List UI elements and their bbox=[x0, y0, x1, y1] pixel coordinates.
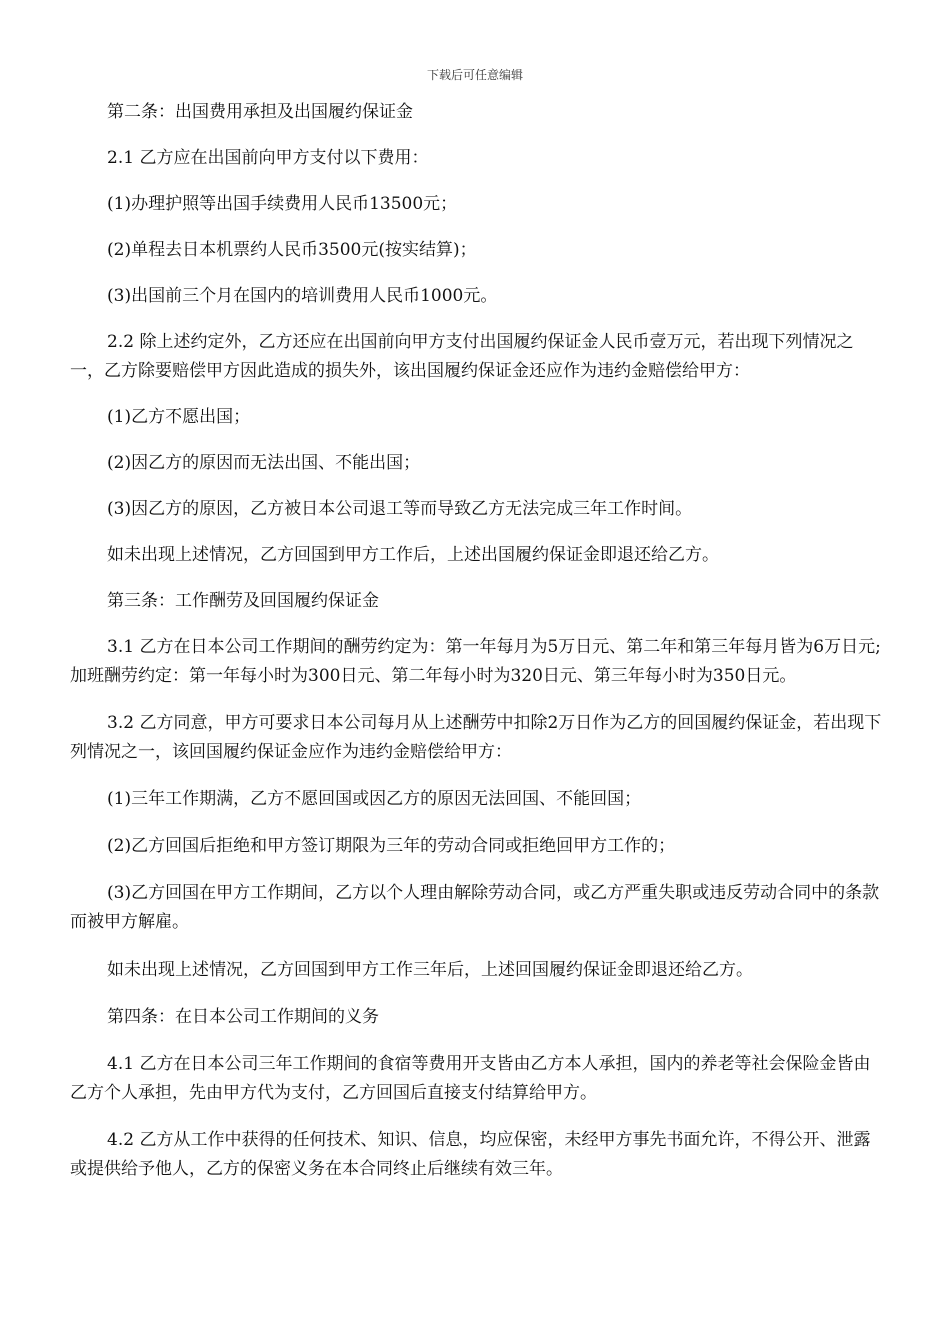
clause-2-1-item-1: (1)办理护照等出国手续费用人民币13500元； bbox=[107, 194, 458, 214]
clause-2-2: 2.2 除上述约定外，乙方还应在出国前向甲方支付出国履约保证金人民币壹万元，若出现下列情况之一，乙方除要赔偿甲方因此造成的损失外，该出国履约保证金还应作为违约金赔偿给甲方： bbox=[70, 332, 854, 381]
article-2-heading: 第二条：出国费用承担及出国履约保证金 bbox=[107, 102, 413, 122]
clause-2-1: 2.1 乙方应在出国前向甲方支付以下费用： bbox=[107, 148, 429, 168]
clause-3-refund: 如未出现上述情况，乙方回国到甲方工作三年后，上述回国履约保证金即退还给乙方。 bbox=[107, 960, 753, 980]
clause-2-1-item-3: (3)出国前三个月在国内的培训费用人民币1000元。 bbox=[107, 286, 498, 306]
clause-3-1: 3.1 乙方在日本公司工作期间的酬劳约定为：第一年每月为5万日元、第二年和第三年每月皆为6万日元;加班酬劳约定：第一年每小时为300日元、第二年每小时为320日元、第三年每小时为350日元。 bbox=[70, 637, 881, 686]
clause-2-2-item-2: (2)因乙方的原因而无法出国、不能出国； bbox=[107, 453, 421, 473]
clause-2-refund: 如未出现上述情况，乙方回国到甲方工作后，上述出国履约保证金即退还给乙方。 bbox=[107, 545, 719, 565]
page-header: 下载后可任意编辑 bbox=[426, 68, 523, 82]
clause-4-2: 4.2 乙方从工作中获得的任何技术、知识、信息，均应保密，未经甲方事先书面允许，不得公开、泄露或提供给予他人，乙方的保密义务在本合同终止后继续有效三年。 bbox=[70, 1130, 871, 1179]
clause-2-1-item-2: (2)单程去日本机票约人民币3500元(按实结算)； bbox=[107, 240, 477, 260]
clause-3-2-item-3: (3)乙方回国在甲方工作期间，乙方以个人理由解除劳动合同，或乙方严重失职或违反劳动合同中的条款而被甲方解雇。 bbox=[70, 883, 880, 932]
article-4-heading: 第四条：在日本公司工作期间的义务 bbox=[107, 1007, 379, 1027]
clause-3-2-item-2: (2)乙方回国后拒绝和甲方签订期限为三年的劳动合同或拒绝回甲方工作的； bbox=[107, 836, 676, 856]
clause-2-2-item-1: (1)乙方不愿出国； bbox=[107, 407, 251, 427]
article-3-heading: 第三条：工作酬劳及回国履约保证金 bbox=[107, 591, 379, 611]
clause-3-2: 3.2 乙方同意，甲方可要求日本公司每月从上述酬劳中扣除2万日作为乙方的回国履约保证金，若出现下列情况之一，该回国履约保证金应作为违约金赔偿给甲方： bbox=[70, 713, 882, 762]
clause-4-1: 4.1 乙方在日本公司三年工作期间的食宿等费用开支皆由乙方本人承担，国内的养老等社会保险金皆由乙方个人承担，先由甲方代为支付，乙方回国后直接支付结算给甲方。 bbox=[70, 1054, 871, 1103]
document-body bbox=[70, 98, 882, 1184]
clause-2-2-item-3: (3)因乙方的原因，乙方被日本公司退工等而导致乙方无法完成三年工作时间。 bbox=[107, 499, 693, 519]
clause-3-2-item-1: (1)三年工作期满，乙方不愿回国或因乙方的原因无法回国、不能回国； bbox=[107, 789, 642, 809]
